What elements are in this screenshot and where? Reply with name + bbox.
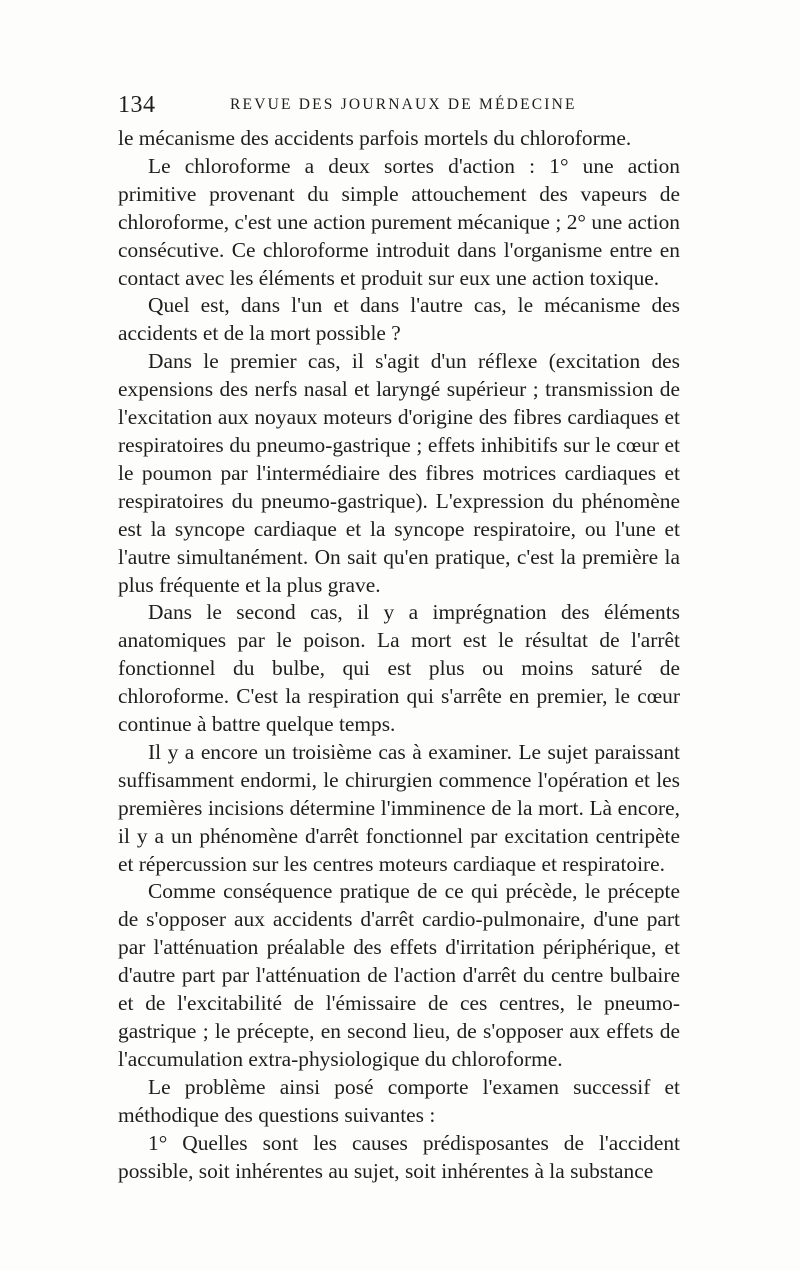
page-header [118, 88, 678, 122]
paragraph-first-case: Dans le premier cas, il s'agit d'un réflexe (excitation des expensions des nerfs nasal et laryngé supérieur ; transmission de l'excitation aux noyaux moteurs d'origine des fibres cardiaques et respiratoires du pneumo-gastrique ; effets inhibitifs sur le cœur et le poumon par l'intermédiaire des fibres motrices cardiaques et respiratoires du pneumo-gastrique). L'expression du phénomène est la syncope cardiaque et la syncope respiratoire, ou l'une et l'autre simultanément. On sait qu'en pratique, c'est la première la plus fréquente et la plus grave. [118, 349, 680, 597]
body-text [118, 125, 680, 1185]
paragraph-consequence: Comme conséquence pratique de ce qui précède, le précepte de s'opposer aux accidents d'arrêt cardio-pulmonaire, d'une part par l'atténuation préalable des effets d'irritation périphérique, et d'autre part par l'atténuation de l'action d'arrêt du centre bulbaire et de l'excitabilité de l'émissaire de ces centres, le pneumo-gastrique ; le précepte, en second lieu, de s'opposer aux effets de l'accumulation extra-physiologique du chloroforme. [118, 879, 680, 1071]
paragraph-question: Quel est, dans l'un et dans l'autre cas, le mécanisme des accidents et de la mort possible ? [118, 293, 680, 346]
page-number: 134 [118, 92, 156, 118]
paragraph-question-one: 1° Quelles sont les causes prédisposantes de l'accident possible, soit inhérentes au sujet, soit inhérentes à la substance [118, 1130, 680, 1183]
running-head: REVUE DES JOURNAUX DE MÉDECINE [230, 96, 577, 113]
paragraph-two-actions: Le chloroforme a deux sortes d'action : 1° une action primitive provenant du simple attouchement des vapeurs de chloroforme, c'est une action purement mécanique ; 2° une action consécutive. Ce chloroforme introduit dans l'organisme entre en contact avec les éléments et produit sur eux une action toxique. [118, 153, 680, 290]
paragraph-problem: Le problème ainsi posé comporte l'examen successif et méthodique des questions suivantes : [118, 1074, 680, 1127]
paragraph-continuation: le mécanisme des accidents parfois mortels du chloroforme. [118, 126, 632, 150]
paragraph-third-case: Il y a encore un troisième cas à examiner. Le sujet paraissant suffisamment endormi, le chirurgien commence l'opération et les premières incisions détermine l'imminence de la mort. Là encore, il y a un phénomène d'arrêt fonctionnel par excitation centripète et répercussion sur les centres moteurs cardiaque et respiratoire. [118, 739, 680, 876]
paragraph-second-case: Dans le second cas, il y a imprégnation des éléments anatomiques par le poison. La mort est le résultat de l'arrêt fonctionnel du bulbe, qui est plus ou moins saturé de chloroforme. C'est la respiration qui s'arrête en premier, le cœur continue à battre quelque temps. [118, 600, 680, 737]
